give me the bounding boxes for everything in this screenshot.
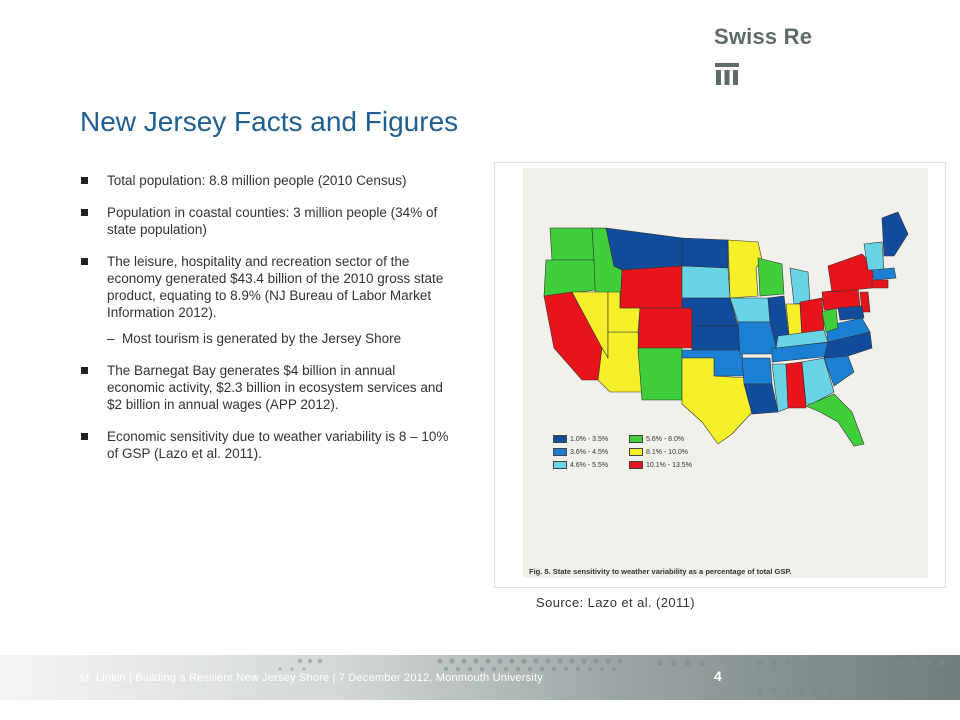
legend-item: 10.1% - 13.5% <box>629 461 692 469</box>
slide-title: New Jersey Facts and Figures <box>80 106 459 137</box>
sub-bullet-text: Most tourism is generated by the Jersey Shore <box>122 331 402 346</box>
page-number: 4 <box>714 668 722 684</box>
legend-swatch <box>553 461 567 469</box>
map-state-west-virginia <box>822 308 838 332</box>
map-state-new-mexico <box>638 348 682 400</box>
bullet-item <box>80 172 450 189</box>
footer-text: M. Linkin | Building a Resilient New Jersey Shore | 7 December 2012, Monmouth University <box>80 672 543 684</box>
map-state-south-dakota <box>682 266 730 298</box>
figure-caption: Fig. 5. State sensitivity to weather variability as a percentage of total GSP. <box>529 567 792 576</box>
legend-swatch <box>629 461 643 469</box>
swiss-re-logo-icon <box>715 63 739 85</box>
bullet-text: The leisure, hospitality and recreation sector of the economy generated $43.4 billion of the 2010 gross state product, equating to 8.9% (NJ Bureau of Labor Market Information 2012). <box>107 254 444 320</box>
legend-swatch <box>553 435 567 443</box>
bullet-text: Total population: 8.8 million people (2010 Census) <box>107 173 407 188</box>
legend-item: 3.6% - 4.5% <box>553 448 608 456</box>
map-state-oregon <box>544 260 596 296</box>
legend-item: 1.0% - 3.5% <box>553 435 608 443</box>
bullet-square-icon <box>81 433 88 440</box>
bullet-item <box>80 204 450 238</box>
map-state-maryland <box>838 306 864 320</box>
bullet-square-icon <box>81 209 88 216</box>
legend-item: 4.6% - 5.5% <box>553 461 608 469</box>
bullet-square-icon <box>81 177 88 184</box>
map-state-colorado <box>638 308 692 348</box>
bullet-square-icon <box>81 258 88 265</box>
map-state-massachusetts <box>872 268 896 280</box>
map-state-minnesota <box>728 240 762 298</box>
map-state-wisconsin <box>758 258 784 296</box>
map-state-north-dakota <box>682 238 728 268</box>
bullet-item <box>80 362 450 413</box>
map-state-kansas <box>692 326 740 350</box>
map-state-ohio <box>800 298 824 334</box>
map-state-michigan <box>790 268 810 304</box>
map-state-washington <box>550 228 594 260</box>
us-map <box>532 208 912 448</box>
map-state-wyoming <box>620 266 682 308</box>
bullet-square-icon <box>81 367 88 374</box>
sub-bullet-item <box>80 330 450 347</box>
legend-swatch <box>553 448 567 456</box>
us-sensitivity-map-figure <box>494 162 946 588</box>
bullet-text: Population in coastal counties: 3 million people (34% of state population) <box>107 205 438 237</box>
footer-bar <box>0 655 960 700</box>
map-state-maine <box>882 212 908 256</box>
swiss-re-logo-text: Swiss Re <box>714 24 813 49</box>
legend-item: 5.6% - 8.0% <box>629 435 684 443</box>
legend-swatch <box>629 435 643 443</box>
bullet-item <box>80 428 450 462</box>
bullet-text: Economic sensitivity due to weather variability is 8 – 10% of GSP (Lazo et al. 2011). <box>107 429 449 461</box>
map-state-connecticut <box>872 280 888 288</box>
dash-icon: – <box>107 331 115 346</box>
legend-item: 8.1% - 10.0% <box>629 448 688 456</box>
map-state-arkansas <box>742 358 772 384</box>
figure-source: Source: Lazo et al. (2011) <box>536 595 696 610</box>
map-state-montana <box>606 228 682 270</box>
bullet-list <box>80 172 450 477</box>
bullet-item <box>80 253 450 321</box>
bullet-text: The Barnegat Bay generates $4 billion in annual economic activity, $2.3 billion in ecosystem services and $2 billion in annual wages (APP 2012). <box>107 363 443 412</box>
legend-swatch <box>629 448 643 456</box>
